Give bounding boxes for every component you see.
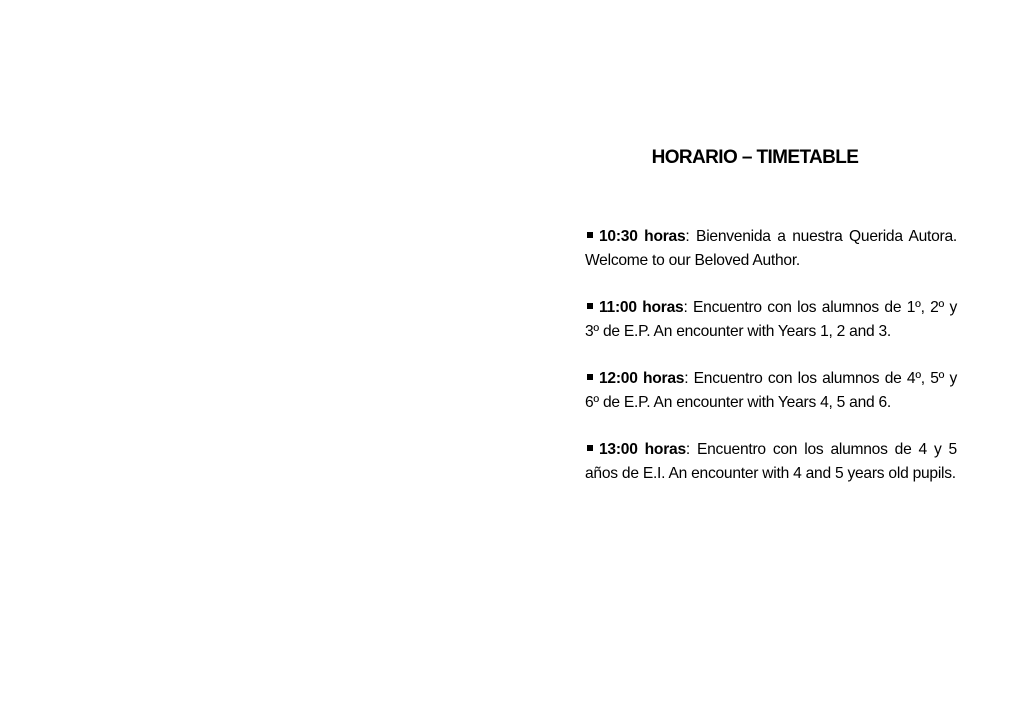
page-title: HORARIO – TIMETABLE: [651, 147, 859, 168]
entry-time: 13:00 horas: [599, 441, 686, 458]
entry-text: : Encuentro con los alumnos de 4 y 5 años de E.I. An encounter with 4 and 5 years old pupils.: [585, 441, 957, 482]
timetable-list: [585, 225, 957, 509]
entry-text: : Encuentro con los alumnos de 4º, 5º y 6º de E.P. An encounter with Years 4, 5 and 6.: [585, 370, 957, 411]
timetable-entry: [585, 296, 957, 344]
square-bullet-icon: [587, 232, 593, 238]
entry-time: 12:00 horas: [599, 370, 685, 387]
timetable-entry: [585, 438, 957, 486]
entry-time: 10:30 horas: [599, 228, 686, 245]
square-bullet-icon: [587, 303, 593, 309]
timetable-entry: [585, 225, 957, 273]
timetable-entry: [585, 367, 957, 415]
entry-time: 11:00 horas: [599, 299, 684, 316]
square-bullet-icon: [587, 445, 593, 451]
entry-text: : Bienvenida a nuestra Querida Autora. Welcome to our Beloved Author.: [585, 228, 957, 269]
square-bullet-icon: [587, 374, 593, 380]
entry-text: : Encuentro con los alumnos de 1º, 2º y 3º de E.P. An encounter with Years 1, 2 and 3.: [585, 299, 957, 340]
